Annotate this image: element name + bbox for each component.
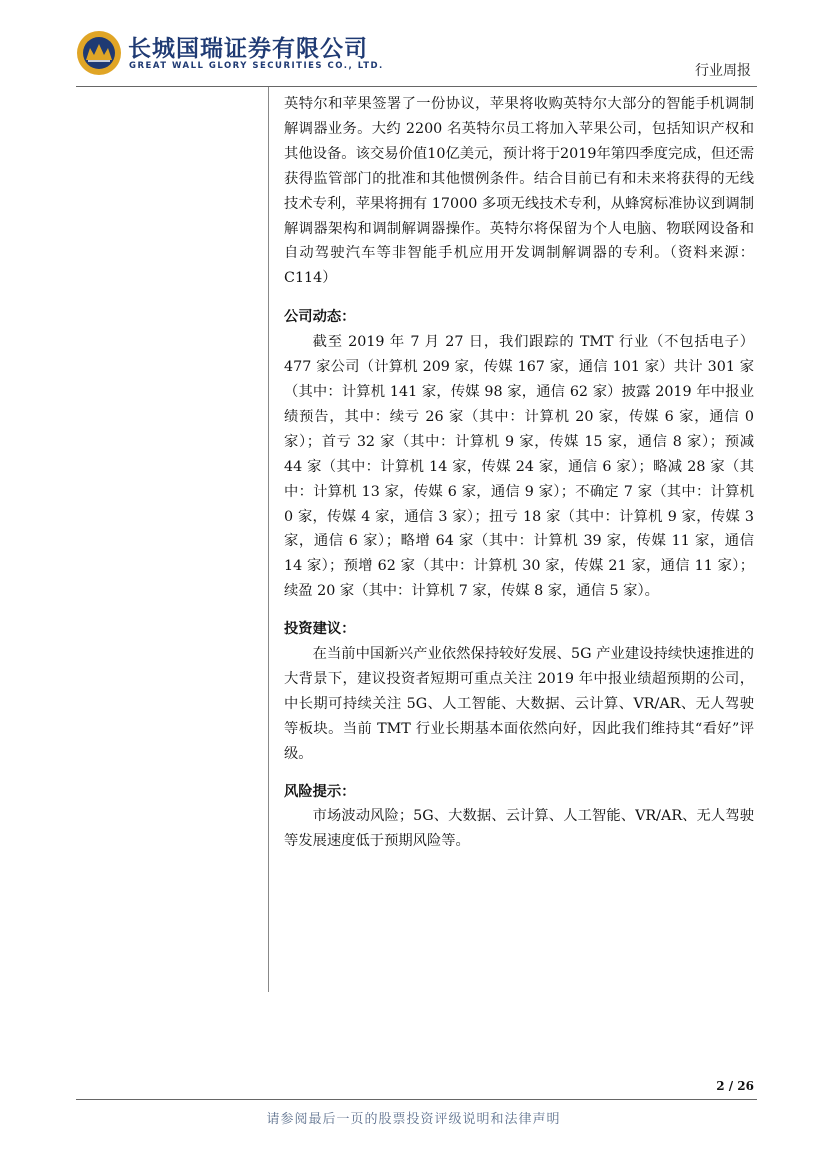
left-margin-rule <box>268 87 269 992</box>
company-logo-icon <box>76 30 122 76</box>
intro-paragraph: 英特尔和苹果签署了一份协议，苹果将收购英特尔大部分的智能手机调制解调器业务。大约 2200 名英特尔员工将加入苹果公司，包括知识产权和其他设备。该交易价值10亿美元，预计将于2019年第四季度完成，但还需获得监管部门的批准和其他惯例条件。结合目前已有和未来将获得的无线技术专利，苹果将拥有 17000 多项无线技术专利，从蜂窝标准协议到调制解调器架构和调制解调器操作。英特尔将保留为个人电脑、物联网设备和自动驾驶汽车等非智能手机应用开发调制解调器的专利。（资料来源：C114） <box>284 96 754 287</box>
main-content <box>284 92 754 854</box>
investment-advice-heading: 投资建议： <box>284 621 356 638</box>
investment-advice-section <box>284 617 754 766</box>
company-news-section <box>284 305 754 604</box>
risk-warning-heading: 风险提示： <box>284 783 356 800</box>
investment-advice-paragraph: 在当前中国新兴产业依然保持较好发展、5G 产业建设持续快速推进的大背景下，建议投资者短期可重点关注 2019 年中报业绩超预期的公司，中长期可持续关注 5G、人工智能、大数据、云计算、VR/AR、无人驾驶等板块。当前 TMT 行业长期基本面依然向好，因此我们维持其“看好”评级。 <box>284 646 754 762</box>
company-news-paragraph: 截至 2019 年 7 月 27 日，我们跟踪的 TMT 行业（不包括电子）477 家公司（计算机 209 家，传媒 167 家，通信 101 家）共计 301 家（其中：计算机 141 家，传媒 98 家，通信 62 家）披露 2019 年中报业绩预告，其中：续亏 26 家（其中：计算机 20 家，传媒 6 家，通信 0 家）；首亏 32 家（其中：计算机 9 家，传媒 15 家，通信 8 家）；预减 44 家（其中：计算机 14 家，传媒 24 家，通信 6 家）；略减 28 家（其中：计算机 13 家，传媒 6 家，通信 9 家）；不确定 7 家（其中：计算机 0 家，传媒 4 家，通信 3 家）；扭亏 18 家（其中：计算机 9 家，传媒 3 家，通信 6 家）；略增 64 家（其中：计算机 39 家，传媒 11 家，通信 14 家）；预增 62 家（其中：计算机 30 家，传媒 21 家，通信 11 家）；续盈 20 家（其中：计算机 7 家，传媒 8 家，通信 5 家）。 <box>284 334 754 600</box>
report-type-label: 行业周报 <box>695 63 751 79</box>
footer-disclaimer: 请参阅最后一页的股票投资评级说明和法律声明 <box>266 1112 561 1127</box>
header-divider <box>76 86 757 87</box>
footer-divider <box>76 1099 757 1100</box>
risk-warning-section <box>284 780 754 855</box>
company-name-cn: 长城国瑞证券有限公司 <box>128 36 368 62</box>
risk-warning-paragraph: 市场波动风险；5G、大数据、云计算、人工智能、VR/AR、无人驾驶等发展速度低于预期风险等。 <box>284 808 754 850</box>
company-name-en: GREAT WALL GLORY SECURITIES CO., LTD. <box>129 61 384 71</box>
company-news-heading: 公司动态： <box>284 309 356 326</box>
intro-section <box>284 92 754 291</box>
page-number: 2 / 26 <box>716 1079 754 1093</box>
